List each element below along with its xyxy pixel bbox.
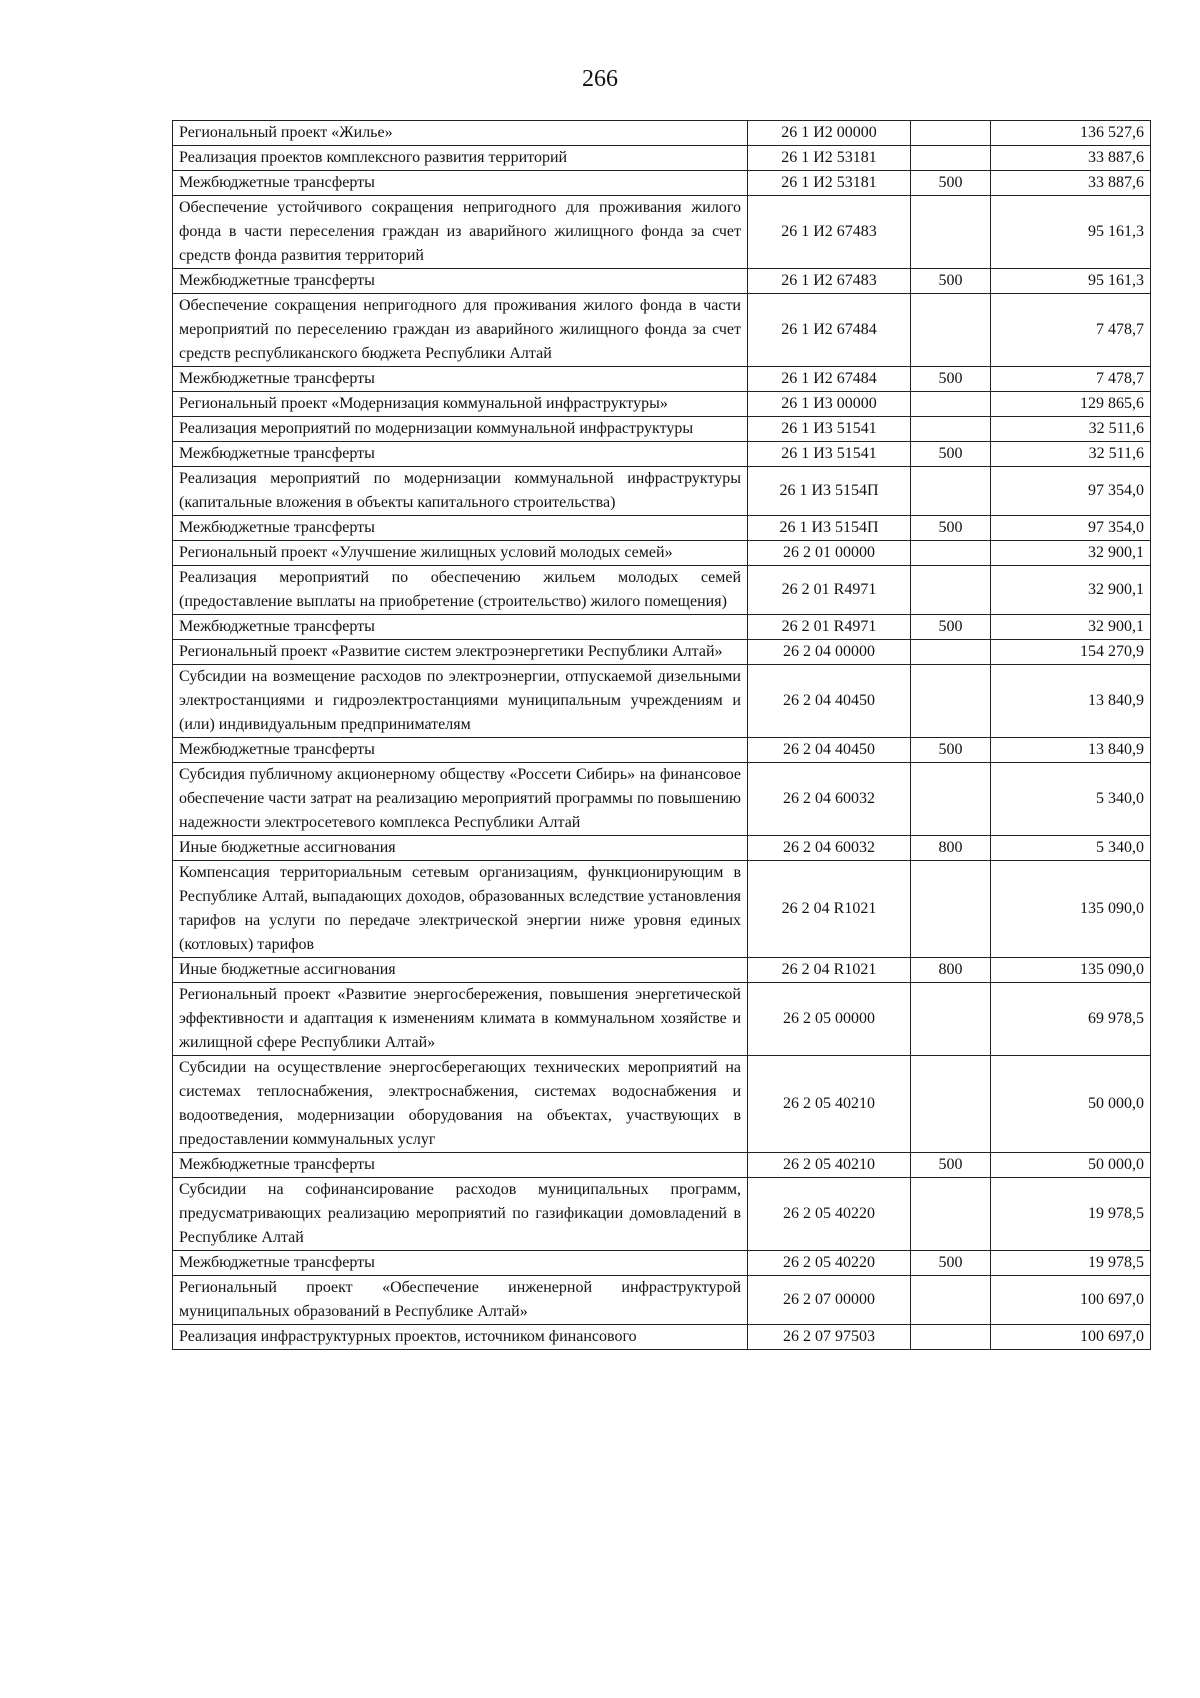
row-expense-type: 800 bbox=[911, 836, 991, 861]
row-name: Межбюджетные трансферты bbox=[173, 738, 748, 763]
row-expense-type: 500 bbox=[911, 738, 991, 763]
row-amount: 135 090,0 bbox=[991, 861, 1151, 958]
row-code: 26 2 04 R1021 bbox=[748, 861, 911, 958]
row-name: Реализация инфраструктурных проектов, источником финансового bbox=[173, 1325, 748, 1350]
row-amount: 50 000,0 bbox=[991, 1056, 1151, 1153]
row-amount: 19 978,5 bbox=[991, 1178, 1151, 1251]
row-code: 26 2 01 00000 bbox=[748, 541, 911, 566]
table-row bbox=[173, 861, 1151, 958]
table-row bbox=[173, 196, 1151, 269]
row-expense-type: 500 bbox=[911, 615, 991, 640]
row-code: 26 1 И2 00000 bbox=[748, 121, 911, 146]
table-row bbox=[173, 1056, 1151, 1153]
table-row bbox=[173, 836, 1151, 861]
row-name: Обеспечение сокращения непригодного для проживания жилого фонда в части мероприятий по переселению граждан из аварийного жилищного фонда за счет средств республиканского бюджета Республики Алтай bbox=[173, 294, 748, 367]
row-code: 26 2 01 R4971 bbox=[748, 566, 911, 615]
row-name: Межбюджетные трансферты bbox=[173, 367, 748, 392]
table-row bbox=[173, 392, 1151, 417]
row-amount: 135 090,0 bbox=[991, 958, 1151, 983]
row-amount: 13 840,9 bbox=[991, 738, 1151, 763]
table-row bbox=[173, 417, 1151, 442]
table-row bbox=[173, 640, 1151, 665]
table-row bbox=[173, 738, 1151, 763]
row-code: 26 2 04 R1021 bbox=[748, 958, 911, 983]
row-name: Региональный проект «Жилье» bbox=[173, 121, 748, 146]
row-expense-type bbox=[911, 121, 991, 146]
row-amount: 33 887,6 bbox=[991, 146, 1151, 171]
row-name: Межбюджетные трансферты bbox=[173, 615, 748, 640]
row-code: 26 2 05 40210 bbox=[748, 1056, 911, 1153]
table-row bbox=[173, 121, 1151, 146]
row-expense-type: 500 bbox=[911, 367, 991, 392]
row-code: 26 2 05 40220 bbox=[748, 1251, 911, 1276]
row-code: 26 2 07 00000 bbox=[748, 1276, 911, 1325]
row-code: 26 1 И2 53181 bbox=[748, 171, 911, 196]
row-amount: 7 478,7 bbox=[991, 367, 1151, 392]
row-expense-type: 500 bbox=[911, 1251, 991, 1276]
row-expense-type bbox=[911, 763, 991, 836]
table-row bbox=[173, 442, 1151, 467]
row-amount: 32 900,1 bbox=[991, 615, 1151, 640]
row-code: 26 1 И3 51541 bbox=[748, 442, 911, 467]
table-row bbox=[173, 516, 1151, 541]
row-code: 26 1 И2 67483 bbox=[748, 196, 911, 269]
row-name: Реализация проектов комплексного развития территорий bbox=[173, 146, 748, 171]
row-name: Обеспечение устойчивого сокращения непригодного для проживания жилого фонда в части переселения граждан из аварийного жилищного фонда за счет средств фонда развития территорий bbox=[173, 196, 748, 269]
table-row bbox=[173, 541, 1151, 566]
row-expense-type bbox=[911, 983, 991, 1056]
row-name: Межбюджетные трансферты bbox=[173, 1251, 748, 1276]
row-code: 26 1 И3 5154П bbox=[748, 467, 911, 516]
row-amount: 33 887,6 bbox=[991, 171, 1151, 196]
row-expense-type bbox=[911, 1276, 991, 1325]
row-amount: 69 978,5 bbox=[991, 983, 1151, 1056]
row-expense-type: 500 bbox=[911, 171, 991, 196]
row-expense-type bbox=[911, 665, 991, 738]
row-code: 26 1 И3 00000 bbox=[748, 392, 911, 417]
row-amount: 13 840,9 bbox=[991, 665, 1151, 738]
table-row bbox=[173, 1251, 1151, 1276]
row-expense-type: 500 bbox=[911, 269, 991, 294]
row-amount: 19 978,5 bbox=[991, 1251, 1151, 1276]
row-code: 26 2 05 00000 bbox=[748, 983, 911, 1056]
budget-table-body bbox=[173, 121, 1151, 1350]
row-code: 26 2 04 60032 bbox=[748, 763, 911, 836]
row-expense-type bbox=[911, 1325, 991, 1350]
row-amount: 95 161,3 bbox=[991, 269, 1151, 294]
row-amount: 154 270,9 bbox=[991, 640, 1151, 665]
row-name: Субсидии на софинансирование расходов муниципальных программ, предусматривающих реализацию мероприятий по газификации домовладений в Республике Алтай bbox=[173, 1178, 748, 1251]
row-code: 26 2 04 00000 bbox=[748, 640, 911, 665]
row-amount: 129 865,6 bbox=[991, 392, 1151, 417]
row-code: 26 1 И2 67484 bbox=[748, 367, 911, 392]
row-expense-type bbox=[911, 196, 991, 269]
row-name: Субсидии на осуществление энергосберегающих технических мероприятий на системах теплоснабжения, электроснабжения, системах водоснабжения и водоотведения, модернизации оборудования на объектах, участвующих в предоставлении коммунальных услуг bbox=[173, 1056, 748, 1153]
row-expense-type: 500 bbox=[911, 442, 991, 467]
row-name: Иные бюджетные ассигнования bbox=[173, 958, 748, 983]
table-row bbox=[173, 269, 1151, 294]
table-row bbox=[173, 294, 1151, 367]
row-amount: 32 900,1 bbox=[991, 566, 1151, 615]
row-name: Межбюджетные трансферты bbox=[173, 171, 748, 196]
row-amount: 97 354,0 bbox=[991, 467, 1151, 516]
row-name: Компенсация территориальным сетевым организациям, функционирующим в Республике Алтай, выпадающих доходов, образованных вследствие установления тарифов на услуги по передаче электрической энергии ниже уровня единых (котловых) тарифов bbox=[173, 861, 748, 958]
row-amount: 100 697,0 bbox=[991, 1276, 1151, 1325]
row-expense-type bbox=[911, 417, 991, 442]
table-row bbox=[173, 1178, 1151, 1251]
row-name: Региональный проект «Модернизация коммунальной инфраструктуры» bbox=[173, 392, 748, 417]
row-name: Реализация мероприятий по обеспечению жильем молодых семей (предоставление выплаты на приобретение (строительство) жилого помещения) bbox=[173, 566, 748, 615]
row-amount: 32 900,1 bbox=[991, 541, 1151, 566]
row-name: Субсидия публичному акционерному обществу «Россети Сибирь» на финансовое обеспечение части затрат на реализацию мероприятий программы по повышению надежности электросетевого комплекса Республики Алтай bbox=[173, 763, 748, 836]
row-code: 26 1 И3 51541 bbox=[748, 417, 911, 442]
table-row bbox=[173, 1276, 1151, 1325]
row-name: Иные бюджетные ассигнования bbox=[173, 836, 748, 861]
row-name: Региональный проект «Развитие энергосбережения, повышения энергетической эффективности и адаптация к изменениям климата в коммунальном хозяйстве и жилищной сфере Республики Алтай» bbox=[173, 983, 748, 1056]
row-name: Субсидии на возмещение расходов по электроэнергии, отпускаемой дизельными электростанциями и гидроэлектростанциями муниципальным учреждениям и (или) индивидуальным предпринимателям bbox=[173, 665, 748, 738]
row-code: 26 2 04 40450 bbox=[748, 665, 911, 738]
row-name: Межбюджетные трансферты bbox=[173, 1153, 748, 1178]
table-row bbox=[173, 1153, 1151, 1178]
row-code: 26 1 И2 53181 bbox=[748, 146, 911, 171]
row-expense-type bbox=[911, 294, 991, 367]
row-expense-type: 800 bbox=[911, 958, 991, 983]
row-amount: 50 000,0 bbox=[991, 1153, 1151, 1178]
row-name: Региональный проект «Развитие систем электроэнергетики Республики Алтай» bbox=[173, 640, 748, 665]
table-row bbox=[173, 1325, 1151, 1350]
row-code: 26 2 05 40210 bbox=[748, 1153, 911, 1178]
row-amount: 32 511,6 bbox=[991, 442, 1151, 467]
row-amount: 5 340,0 bbox=[991, 763, 1151, 836]
table-row bbox=[173, 665, 1151, 738]
row-expense-type: 500 bbox=[911, 1153, 991, 1178]
row-code: 26 2 04 60032 bbox=[748, 836, 911, 861]
row-code: 26 2 04 40450 bbox=[748, 738, 911, 763]
row-code: 26 1 И2 67483 bbox=[748, 269, 911, 294]
row-name: Региональный проект «Улучшение жилищных условий молодых семей» bbox=[173, 541, 748, 566]
row-name: Реализация мероприятий по модернизации коммунальной инфраструктуры bbox=[173, 417, 748, 442]
row-code: 26 2 07 97503 bbox=[748, 1325, 911, 1350]
row-amount: 136 527,6 bbox=[991, 121, 1151, 146]
row-expense-type bbox=[911, 861, 991, 958]
row-amount: 100 697,0 bbox=[991, 1325, 1151, 1350]
table-row bbox=[173, 763, 1151, 836]
table-row bbox=[173, 983, 1151, 1056]
table-row bbox=[173, 615, 1151, 640]
table-row bbox=[173, 467, 1151, 516]
table-row bbox=[173, 146, 1151, 171]
row-amount: 5 340,0 bbox=[991, 836, 1151, 861]
row-code: 26 1 И2 67484 bbox=[748, 294, 911, 367]
table-row bbox=[173, 171, 1151, 196]
row-name: Межбюджетные трансферты bbox=[173, 269, 748, 294]
row-expense-type bbox=[911, 640, 991, 665]
row-code: 26 1 И3 5154П bbox=[748, 516, 911, 541]
row-amount: 7 478,7 bbox=[991, 294, 1151, 367]
page-number: 266 bbox=[582, 66, 618, 92]
row-expense-type: 500 bbox=[911, 516, 991, 541]
row-amount: 32 511,6 bbox=[991, 417, 1151, 442]
row-name: Региональный проект «Обеспечение инженерной инфраструктурой муниципальных образований в Республике Алтай» bbox=[173, 1276, 748, 1325]
row-amount: 97 354,0 bbox=[991, 516, 1151, 541]
row-expense-type bbox=[911, 467, 991, 516]
row-name: Межбюджетные трансферты bbox=[173, 442, 748, 467]
row-code: 26 2 01 R4971 bbox=[748, 615, 911, 640]
row-amount: 95 161,3 bbox=[991, 196, 1151, 269]
row-expense-type bbox=[911, 566, 991, 615]
row-expense-type bbox=[911, 392, 991, 417]
table-row bbox=[173, 367, 1151, 392]
row-name: Межбюджетные трансферты bbox=[173, 516, 748, 541]
row-expense-type bbox=[911, 146, 991, 171]
table-row bbox=[173, 566, 1151, 615]
table-row bbox=[173, 958, 1151, 983]
row-expense-type bbox=[911, 1178, 991, 1251]
row-name: Реализация мероприятий по модернизации коммунальной инфраструктуры (капитальные вложения в объекты капитального строительства) bbox=[173, 467, 748, 516]
row-code: 26 2 05 40220 bbox=[748, 1178, 911, 1251]
row-expense-type bbox=[911, 541, 991, 566]
row-expense-type bbox=[911, 1056, 991, 1153]
budget-table bbox=[172, 120, 1151, 1350]
